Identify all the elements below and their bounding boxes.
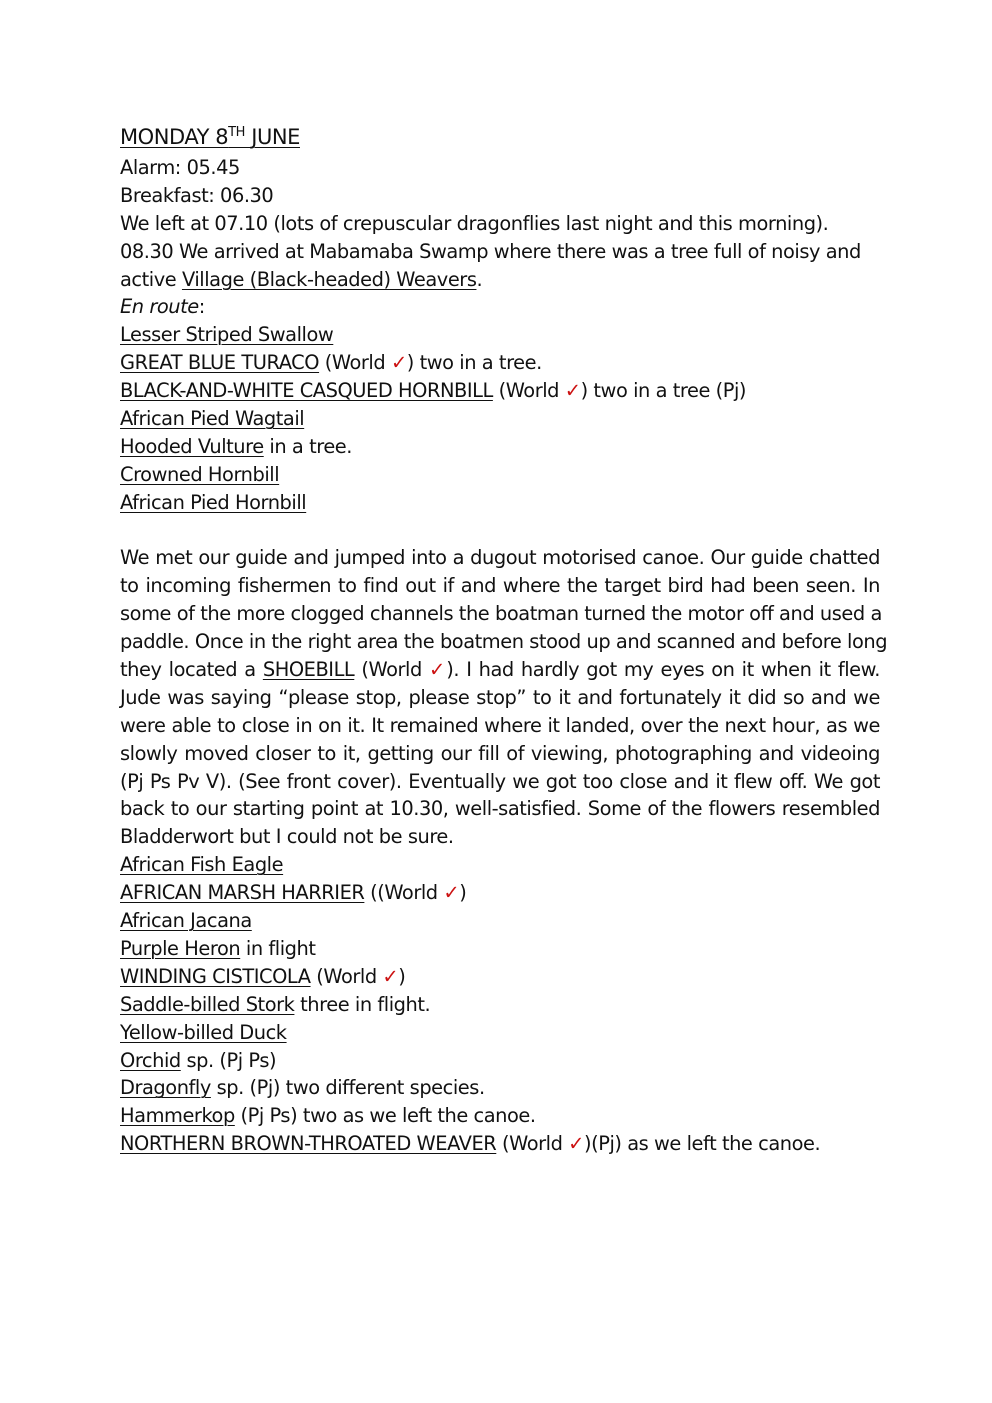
bird-name: Saddle-billed Stork — [120, 992, 295, 1016]
bird-name: Hooded Vulture — [120, 434, 264, 458]
paragraph-line: Jude was saying “please stop, please stop” to it and fortunately it did so and we — [120, 685, 880, 709]
bird-note: )(Pj) as we left the canoe. — [583, 1132, 821, 1156]
list-item — [120, 377, 880, 405]
paragraph-line: they located a SHOEBILL (World ✓). I had hardly got my eyes on it when it flew. — [120, 658, 880, 682]
bird-name: SHOEBILL — [262, 658, 355, 682]
bird-name: NORTHERN BROWN-THROATED WEAVER — [120, 1132, 497, 1156]
world-label: (World — [492, 379, 565, 403]
shoebill-paragraph — [120, 544, 888, 851]
red-tick-icon: ✓ — [390, 351, 407, 375]
list-item — [120, 489, 880, 517]
world-label: (World — [310, 964, 383, 988]
bird-note: three in flight. — [294, 992, 431, 1016]
bird-note: sp. (Pj Ps) — [180, 1048, 277, 1072]
title-day: MONDAY 8 — [120, 125, 229, 149]
list-item — [120, 433, 880, 461]
spacer — [120, 517, 880, 545]
paragraph-line: some of the more clogged channels the boatman turned the motor off and used a — [120, 602, 882, 626]
title-ordinal: TH — [228, 125, 245, 140]
list-item — [120, 1130, 880, 1158]
title-month: JUNE — [251, 125, 300, 149]
bird-note: ) two in a tree (Pj) — [580, 379, 747, 403]
bird-name: WINDING CISTICOLA — [120, 964, 311, 988]
bird-name: Dragonfly — [120, 1076, 211, 1100]
list-item — [120, 461, 880, 489]
en-route-heading: En route: — [120, 295, 205, 319]
list-item — [120, 935, 880, 963]
bird-name: African Pied Hornbill — [120, 490, 307, 514]
bird-name: Lesser Striped Swallow — [120, 323, 334, 347]
bird-note: ) two in a tree. — [406, 351, 542, 375]
bird-name: Purple Heron — [120, 936, 241, 960]
bird-name: GREAT BLUE TURACO — [120, 351, 320, 375]
list-item — [120, 405, 880, 433]
list-item — [120, 991, 880, 1019]
bird-note: sp. (Pj) two different species. — [210, 1076, 485, 1100]
list-item — [120, 321, 880, 349]
world-label: (World — [319, 351, 391, 375]
paragraph-line: back to our starting point at 10.30, well-satisfied. Some of the flowers resembled — [120, 797, 880, 821]
bird-name: African Pied Wagtail — [120, 407, 305, 431]
arrival-line: 08.30 We arrived at Mabamaba Swamp where there was a tree full of noisy and — [120, 239, 861, 263]
list-item — [120, 1102, 880, 1130]
paragraph-line: We met our guide and jumped into a dugout motorised canoe. Our guide chatted — [120, 546, 880, 570]
list-item — [120, 963, 880, 991]
bird-name: Orchid — [120, 1048, 181, 1072]
bird-name: Crowned Hornbill — [120, 462, 280, 486]
list-item — [120, 879, 880, 907]
bird-name: Hammerkop — [120, 1104, 235, 1128]
red-tick-icon: ✓ — [568, 1132, 584, 1156]
bird-name: African Jacana — [120, 909, 252, 933]
bird-list-swamp — [120, 851, 880, 1158]
page-title — [120, 120, 880, 154]
list-item — [120, 907, 880, 935]
bird-note: ) — [398, 964, 406, 988]
paragraph-line: paddle. Once in the right area the boatmen stood up and scanned and before long — [120, 630, 888, 654]
alarm-line: Alarm: 05.45 — [120, 156, 240, 179]
list-item — [120, 851, 880, 879]
list-item — [120, 1074, 880, 1102]
paragraph-line: (Pj Ps Pv V). (See front cover). Eventually we got too close and it flew off. We got — [120, 769, 880, 793]
bird-name: Village (Black-headed) Weavers — [181, 267, 477, 291]
red-tick-icon: ✓ — [382, 964, 399, 988]
bird-note: in a tree. — [263, 434, 352, 458]
world-label: (World — [496, 1132, 569, 1156]
bird-note: (Pj Ps) two as we left the canoe. — [234, 1104, 536, 1128]
diary-entry — [120, 120, 888, 1158]
bird-list-en-route — [120, 321, 880, 516]
bird-name: Yellow-billed Duck — [120, 1020, 287, 1044]
red-tick-icon: ✓ — [564, 379, 581, 403]
red-tick-icon: ✓ — [443, 881, 460, 905]
paragraph-line: slowly moved closer to it, getting our fill of viewing, photographing and videoing — [120, 741, 880, 765]
bird-name: African Fish Eagle — [120, 853, 284, 877]
list-item — [120, 1019, 880, 1047]
paragraph-line: Bladderwort but I could not be sure. — [120, 825, 454, 849]
list-item — [120, 1047, 880, 1075]
breakfast-line: Breakfast: 06.30 — [120, 183, 274, 207]
bird-name: BLACK-AND-WHITE CASQUED HORNBILL — [120, 379, 493, 403]
departure-line: We left at 07.10 (lots of crepuscular dragonflies last night and this morning). — [120, 211, 829, 235]
paragraph-line: to incoming fishermen to find out if and where the target bird had been seen. In — [120, 574, 880, 598]
bird-name: AFRICAN MARSH HARRIER — [120, 881, 365, 905]
world-label: ((World — [364, 881, 444, 905]
red-tick-icon: ✓ — [429, 658, 447, 682]
paragraph-line: were able to close in on it. It remained where it landed, over the next hour, as we — [120, 713, 880, 737]
bird-note: in flight — [240, 936, 316, 960]
bird-note: ) — [459, 881, 467, 905]
arrival-line-2: active Village (Black-headed) Weavers. — [120, 267, 483, 291]
list-item — [120, 349, 880, 377]
